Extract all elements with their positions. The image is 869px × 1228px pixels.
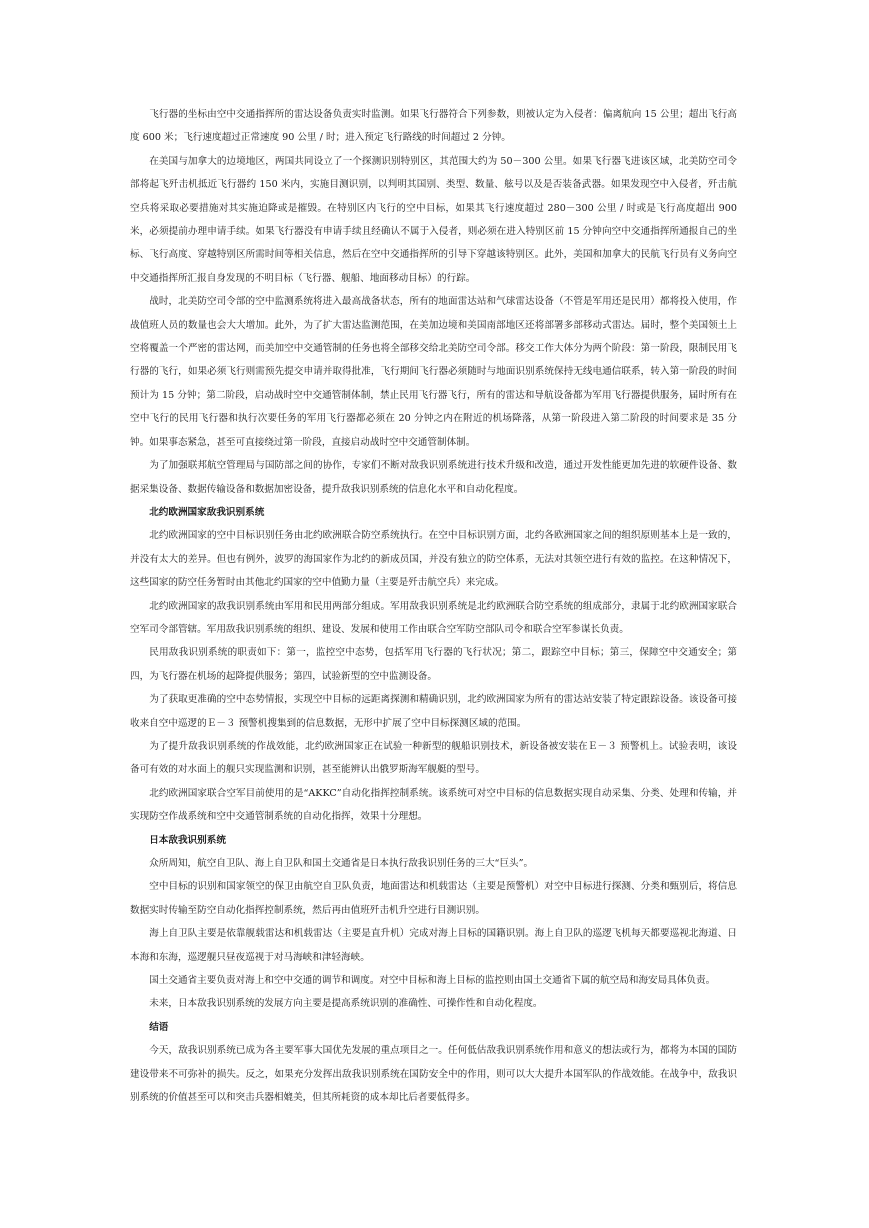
section-heading: 日本敌我识别系统	[149, 834, 226, 846]
paragraph: 飞行器的坐标由空中交通指挥所的雷达设备负责实时监测。如果飞行器符合下列参数，则被认定为入侵者：偏离航向 15 公里；超出飞行高度 600 米；飞行速度超过正常速度 90 公里 / 时；进入预定飞行路线的时间超过 2 分钟。	[130, 109, 737, 144]
paragraph: 北约欧洲国家的敌我识别系统由军用和民用两部分组成。军用敌我识别系统是北约欧洲联合防空系统的组成部分，隶属于北约欧洲国家联合空军司令部管辖。军用敌我识别系统的组织、建设、发展和使用工作由联合空军防空部队司令和联合空军参谋长负责。	[130, 600, 737, 635]
paragraph: 北约欧洲国家的空中目标识别任务由北约欧洲联合防空系统执行。在空中目标识别方面，北约各欧洲国家之间的组织原则基本上是一致的，并没有太大的差异。但也有例外，波罗的海国家作为北约的新成员国，并没有独立的防空体系，无法对其领空进行有效的监控。在这种情况下，这些国家的防空任务暂时由其他北约国家的空中值勤力量（主要是歼击航空兵）来完成。	[130, 530, 737, 589]
paragraph: 今天，敌我识别系统已成为各主要军事大国优先发展的重点项目之一。任何低估敌我识别系统作用和意义的想法或行为，都将为本国的国防建设带来不可弥补的损失。反之，如果充分发挥出敌我识别系统在国防安全中的作用，则可以大大提升本国军队的作战效能。在战争中，敌我识别系统的价值甚至可以和突击兵器相媲美，但其所耗资的成本却比后者要低得多。	[130, 1045, 737, 1104]
paragraph: 民用敌我识别系统的职责如下：第一，监控空中态势，包括军用飞行器的飞行状况；第二，跟踪空中目标；第三，保障空中交通安全；第四，为飞行器在机场的起降提供服务；第四，试验新型的空中监测设备。	[130, 647, 737, 682]
paragraph: 北约欧洲国家联合空军目前使用的是“AKKC”自动化指挥控制系统。该系统可对空中目标的信息数据实现自动采集、分类、处理和传输，并实现防空作战系统和空中交通管制系统的自动化指挥，效果十分理想。	[130, 787, 737, 823]
paragraph: 战时，北美防空司令部的空中监测系统将进入最高战备状态，所有的地面雷达站和气球雷达设备（不管是军用还是民用）都将投入使用，作战值班人员的数量也会大大增加。此外，为了扩大雷达监测范围，在美加边境和美国南部地区还将部署多部移动式雷达。届时，整个美国领土上空将覆盖一个严密的雷达网，而美加空中交通管制的任务也将全部移交给北美防空司令部。移交工作大体分为两个阶段：第一阶段，限制民用飞行器的飞行，如果必须飞行则需预先提交申请并取得批准，飞行期间飞行器必须随时与地面识别系统保持无线电通信联系，转入第一阶段的时间预计为 15 分钟；第二阶段，启动战时空中交通管制体制，禁止民用飞行器飞行，所有的雷达和导航设备都为军用飞行器提供服务，届时所有在空中飞行的民用飞行器和执行次要任务的军用飞行器都必须在 20 分钟之内在附近的机场降落，从第一阶段进入第二阶段的时间要求是 35 分钟。如果事态紧急，甚至可直接绕过第一阶段，直接启动战时空中交通管制体制。	[130, 296, 737, 448]
paragraph: 未来，日本敌我识别系统的发展方向主要是提高系统识别的准确性、可操作性和自动化程度。	[149, 998, 543, 1010]
paragraph: 海上自卫队主要是依靠舰载雷达和机载雷达（主要是直升机）完成对海上目标的国籍识别。海上自卫队的巡逻飞机每天都要巡视北海道、日本海和东海，巡逻舰只昼夜巡视于对马海峡和津轻海峡。	[130, 928, 737, 963]
paragraph: 在美国与加拿大的边境地区，两国共同设立了一个探测识别特别区，其范围大约为 50－300 公里。如果飞行器飞进该区域，北美防空司令部将起飞歼击机抵近飞行器约 150 米内，实施目测识别，以判明其国别、类型、数量、舷号以及是否装备武器。如果发现空中入侵者，歼击航空兵将采取必要措施对其实施迫降或是摧毁。在特别区内飞行的空中目标，如果其飞行速度超过 280－300 公里 / 时或是飞行高度超出 900 米，必须提前办理申请手续。如果飞行器没有申请手续且经确认不属于入侵者，则必须在进入特别区前 15 分钟向空中交通指挥所通报自己的坐标、飞行高度、穿越特别区所需时间等相关信息，然后在空中交通指挥所的引导下穿越该特别区。此外，美国和加拿大的民航飞行员有义务向空中交通指挥所汇报自身发现的不明目标（飞行器、舰船、地面移动目标）的行踪。	[130, 155, 737, 284]
paragraph: 为了提升敌我识别系统的作战效能，北约欧洲国家正在试验一种新型的舰船识别技术，新设备被安装在Ｅ－３ 预警机上。试验表明，该设备可有效的对水面上的舰只实现监测和识别，甚至能辨认出俄罗斯海军舰艇的型号。	[130, 740, 737, 776]
paragraph: 为了获取更准确的空中态势情报，实现空中目标的远距离探测和精确识别，北约欧洲国家为所有的雷达站安装了特定跟踪设备。该设备可接收来自空中巡逻的Ｅ－３ 预警机搜集到的信息数据，无形中扩展了空中目标探测区域的范围。	[130, 694, 737, 729]
paragraph: 空中目标的识别和国家领空的保卫由航空自卫队负责，地面雷达和机载雷达（主要是预警机）对空中目标进行探测、分类和甄别后，将信息数据实时传输至防空自动化指挥控制系统，然后再由值班歼击机升空进行目测识别。	[130, 881, 737, 916]
section-heading: 结语	[149, 1021, 169, 1033]
paragraph: 国土交通省主要负责对海上和空中交通的调节和调度。对空中目标和海上目标的监控则由国土交通省下属的航空局和海安局具体负责。	[149, 975, 716, 987]
paragraph: 为了加强联邦航空管理局与国防部之间的协作，专家们不断对敌我识别系统进行技术升级和改造，通过开发性能更加先进的软硬件设备、数据采集设备、数据传输设备和数据加密设备，提升敌我识别系统的信息化水平和自动化程度。	[130, 460, 737, 495]
section-heading: 北约欧洲国家敌我识别系统	[149, 506, 265, 518]
document-body	[130, 103, 737, 1109]
paragraph: 众所周知，航空自卫队、海上自卫队和国土交通省是日本执行敌我识别任务的三大“巨头”。	[149, 858, 534, 869]
